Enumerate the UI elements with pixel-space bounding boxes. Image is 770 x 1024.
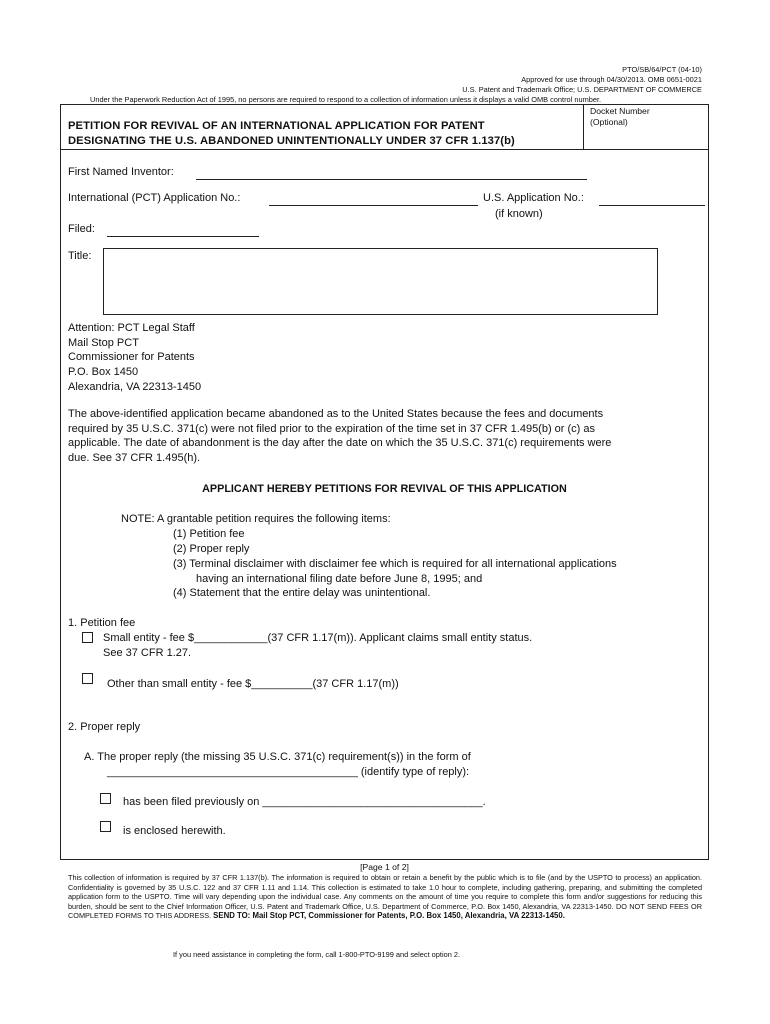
other-entity-label: Other than small entity - fee $__________(37 CFR 1.17(m)) (107, 678, 399, 690)
first-inventor-label: First Named Inventor: (68, 166, 174, 178)
reply-item-a: A. The proper reply (the missing 35 U.S.C. 371(c) requirement(s)) in the form of (84, 751, 471, 763)
address-line: Commissioner for Patents (68, 351, 195, 364)
mailing-address (68, 321, 201, 395)
pct-application-label: International (PCT) Application No.: (68, 192, 241, 204)
us-application-field[interactable] (599, 193, 705, 206)
burden-text: This collection of information is required by 37 CFR 1.137(b). The information is required to obtain or retain a benefit by the public which is to file (and by the USPTO to process) an application. Confidentiality is governed by 35 U.S.C. 122 and 37 CFR 1.11 and 1.14. This collection is estimated to take 1.0 hour to complete, including gathering, preparing, and submitting the completed application form to the USPTO. Time will vary depending upon the individual case. Any comments on the amount of time you require to complete this form and/or suggestions for reducing this burden, should be sent to the Chief Information Officer, U.S. Patent and Trademark Office, U.S. Department of Commerce, P.O. Box 1450, Alexandria, VA 22313-1450. DO NOT SEND FEES OR COMPLETED FORMS TO THIS ADDRESS. (68, 873, 702, 921)
title-label: Title: (68, 250, 92, 262)
form-id: PTO/SB/64/PCT (04-10) (622, 65, 702, 74)
note-item: (4) Statement that the entire delay was unintentional. (173, 587, 431, 599)
pct-application-field[interactable] (269, 193, 478, 206)
enclosed-checkbox[interactable] (100, 821, 111, 832)
filed-previously-checkbox[interactable] (100, 793, 111, 804)
note-item: (2) Proper reply (173, 543, 250, 555)
title-field[interactable] (103, 248, 658, 315)
enclosed-label: is enclosed herewith. (123, 825, 226, 837)
filed-label: Filed: (68, 223, 95, 235)
assistance-note: If you need assistance in completing the form, call 1-800-PTO-9199 and select option 2. (173, 950, 461, 959)
address-line: Attention: PCT Legal Staff (68, 322, 195, 334)
page-indicator: [Page 1 of 2] (360, 862, 409, 872)
paragraph-line: The above-identified application became abandoned as to the United States because the fees and documents (68, 408, 604, 420)
small-entity-label: Small entity - fee $____________(37 CFR 1.17(m)). Applicant claims small entity status. (103, 632, 533, 644)
small-entity-reference: See 37 CFR 1.27. (103, 647, 192, 659)
proper-reply-heading: 2. Proper reply (68, 721, 141, 733)
note-intro: NOTE: A grantable petition requires the following items: (121, 513, 391, 525)
burden-statement (68, 873, 702, 921)
form-title-line1: PETITION FOR REVIVAL OF AN INTERNATIONAL APPLICATION FOR PATENT (68, 120, 485, 132)
form-title-line2: DESIGNATING THE U.S. ABANDONED UNINTENTIONALLY UNDER 37 CFR 1.137(b) (68, 135, 515, 147)
reply-type-field[interactable]: _________________________________________ (identify type of reply): (107, 766, 470, 778)
paperwork-notice: Under the Paperwork Reduction Act of 1995, no persons are required to respond to a collection of information unless it displays a valid OMB control number. (90, 95, 602, 104)
docket-optional-label: (Optional) (590, 117, 628, 127)
filed-date-field[interactable] (107, 224, 259, 237)
petition-fee-heading: 1. Petition fee (68, 617, 136, 629)
note-item: (1) Petition fee (173, 528, 245, 540)
other-entity-checkbox[interactable] (82, 673, 93, 684)
first-inventor-field[interactable] (196, 167, 587, 180)
small-entity-checkbox[interactable] (82, 632, 93, 643)
note-item: (3) Terminal disclaimer with disclaimer fee which is required for all international applications (173, 558, 617, 570)
address-line: Alexandria, VA 22313-1450 (68, 380, 202, 393)
docket-number-box[interactable] (583, 104, 709, 150)
send-to-address: SEND TO: Mail Stop PCT, Commissioner for Patents, P.O. Box 1450, Alexandria, VA 22313-1450. (213, 911, 565, 921)
us-application-label: U.S. Application No.: (483, 192, 584, 204)
petition-heading: APPLICANT HEREBY PETITIONS FOR REVIVAL OF THIS APPLICATION (202, 483, 567, 495)
docket-number-label: Docket Number (590, 106, 650, 116)
agency-line: U.S. Patent and Trademark Office; U.S. DEPARTMENT OF COMMERCE (462, 85, 702, 94)
address-line: Mail Stop PCT (68, 336, 139, 349)
abandonment-paragraph (68, 407, 708, 466)
note-item-continuation: having an international filing date before June 8, 1995; and (196, 573, 483, 585)
omb-approval: Approved for use through 04/30/2013. OMB 0651-0021 (521, 75, 702, 84)
paragraph-line: applicable. The date of abandonment is the day after the date on which the 35 U.S.C. 371(c) requirements were (68, 437, 612, 450)
if-known-note: (if known) (495, 208, 543, 220)
filed-previously-label: has been filed previously on ____________________________________. (123, 796, 486, 808)
form-title (68, 119, 515, 149)
paragraph-line: required by 35 U.S.C. 371(c) were not filed prior to the expiration of the time set in 37 CFR 1.495(b) or (c) as (68, 422, 596, 435)
paragraph-line: due. See 37 CFR 1.495(h). (68, 452, 201, 465)
address-line: P.O. Box 1450 (68, 366, 139, 379)
